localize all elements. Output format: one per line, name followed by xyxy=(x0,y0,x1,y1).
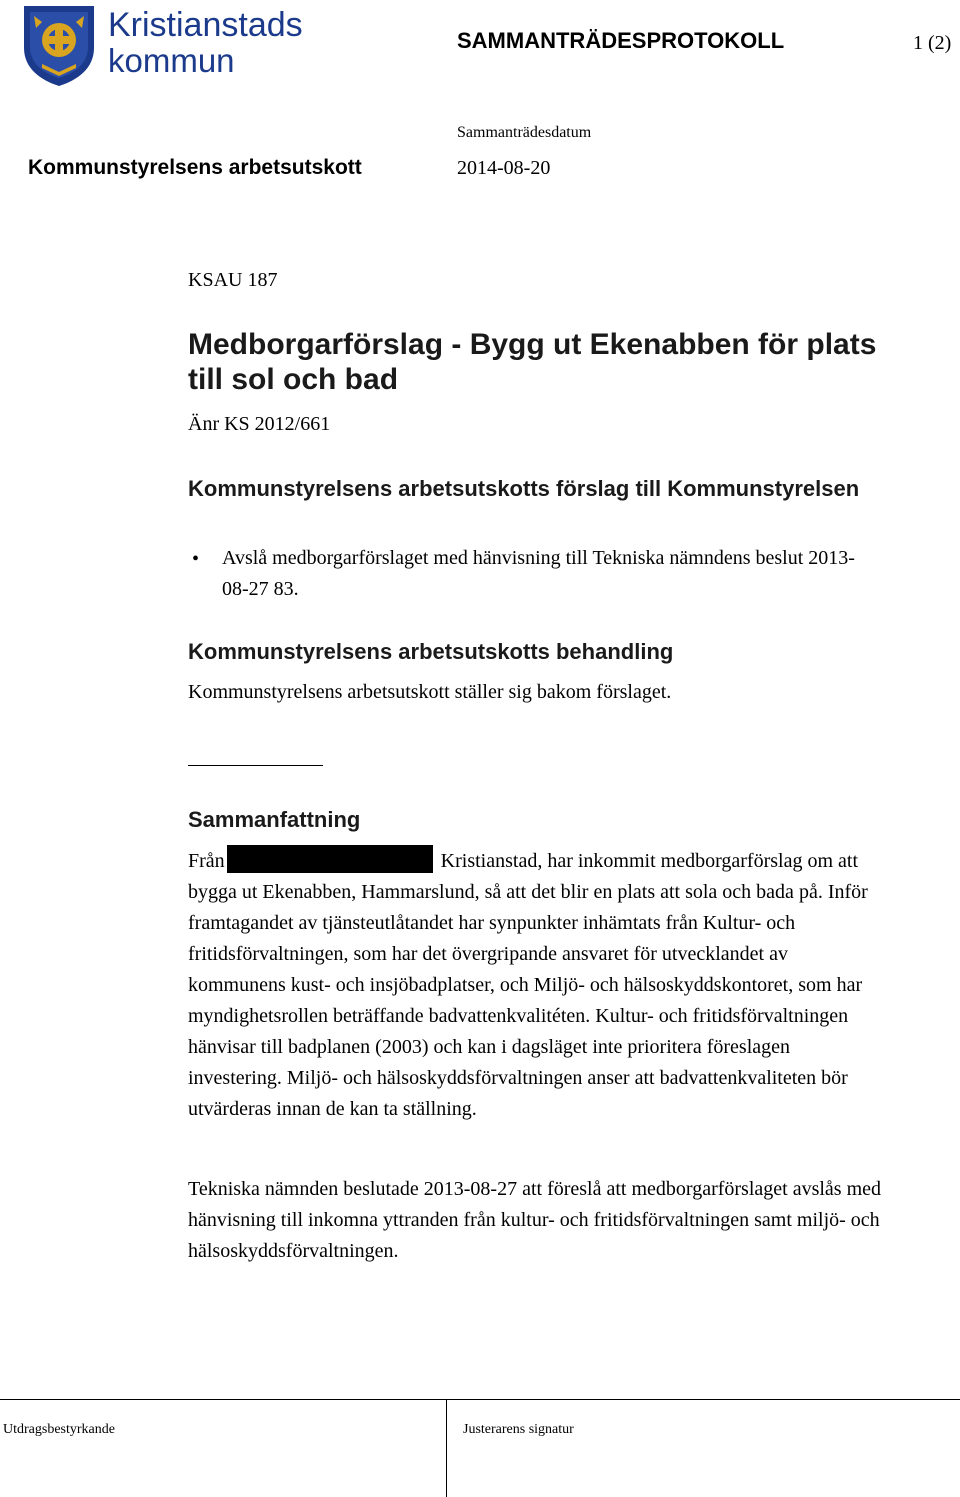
proposal-item: Avslå medborgarförslaget med hänvisning till Tekniska nämndens beslut 2013-08-27 83. xyxy=(222,547,855,600)
meeting-date-label: Sammanträdesdatum xyxy=(457,124,592,141)
logo xyxy=(20,2,303,88)
handling-text: Kommunstyrelsens arbetsutskott ställer sig bakom förslaget. xyxy=(188,681,672,703)
registration-number: Änr KS 2012/661 xyxy=(188,413,331,435)
meeting-date-value: 2014-08-20 xyxy=(457,157,551,179)
page-number: 1 (2) xyxy=(913,32,952,54)
summary-paragraph xyxy=(188,845,888,1125)
separator-line xyxy=(188,765,323,766)
summary-heading: Sammanfattning xyxy=(188,807,361,832)
proposal-heading: Kommunstyrelsens arbetsutskotts förslag till Kommunstyrelsen xyxy=(188,476,860,501)
coat-of-arms-icon xyxy=(20,2,98,88)
logo-text-line2: kommun xyxy=(108,42,235,79)
logo-text-line1: Kristianstads xyxy=(108,6,303,44)
case-number: KSAU 187 xyxy=(188,269,278,291)
summary-paragraph-start: Från xyxy=(188,850,225,872)
organization-name: Kommunstyrelsens arbetsutskott xyxy=(28,156,362,179)
bullet-icon: • xyxy=(192,548,200,570)
footer-rule xyxy=(0,1399,960,1400)
decision-paragraph: Tekniska nämnden beslutade 2013-08-27 att föreslå att medborgarförslaget avslås med hänvisning till inkomna yttranden från kultur- och fritidsförvaltningen samt miljö- och hälsoskyddsförvaltningen. xyxy=(188,1178,882,1262)
document-type: SAMMANTRÄDESPROTOKOLL xyxy=(457,28,785,53)
page-title: Medborgarförslag - Bygg ut Ekenabben för plats till sol och bad xyxy=(188,328,877,396)
footer-divider xyxy=(446,1399,447,1497)
summary-paragraph-rest: Kristianstad, har inkommit medborgarförslag om att bygga ut Ekenabben, Hammarslund, så att det blir en plats att sola och bada på. Inför framtagandet av tjänsteutlåtandet har synpunkter inhämtats från Kultur- och fritidsförvaltningen, som har det övergripande ansvaret för utvecklandet av kommunens kust- och insjöbadplatser, och Miljö- och hälsoskyddskontoret, som har myndighetsrollen beträffande badvattenkvalitéten. Kultur- och fritidsförvaltningen hänvisar till badplanen (2003) och kan i dagsläget inte prioritera föreslagen investering. Miljö- och hälsoskyddsförvaltningen anser att badvattenkvaliteten bör utvärderas innan de kan ta ställning. xyxy=(188,850,868,1120)
redacted-name-block xyxy=(227,845,433,873)
extract-certification-label: Utdragsbestyrkande xyxy=(3,1422,115,1437)
handling-heading: Kommunstyrelsens arbetsutskotts behandling xyxy=(188,639,674,664)
adjuster-signature-label: Justerarens signatur xyxy=(463,1422,574,1437)
